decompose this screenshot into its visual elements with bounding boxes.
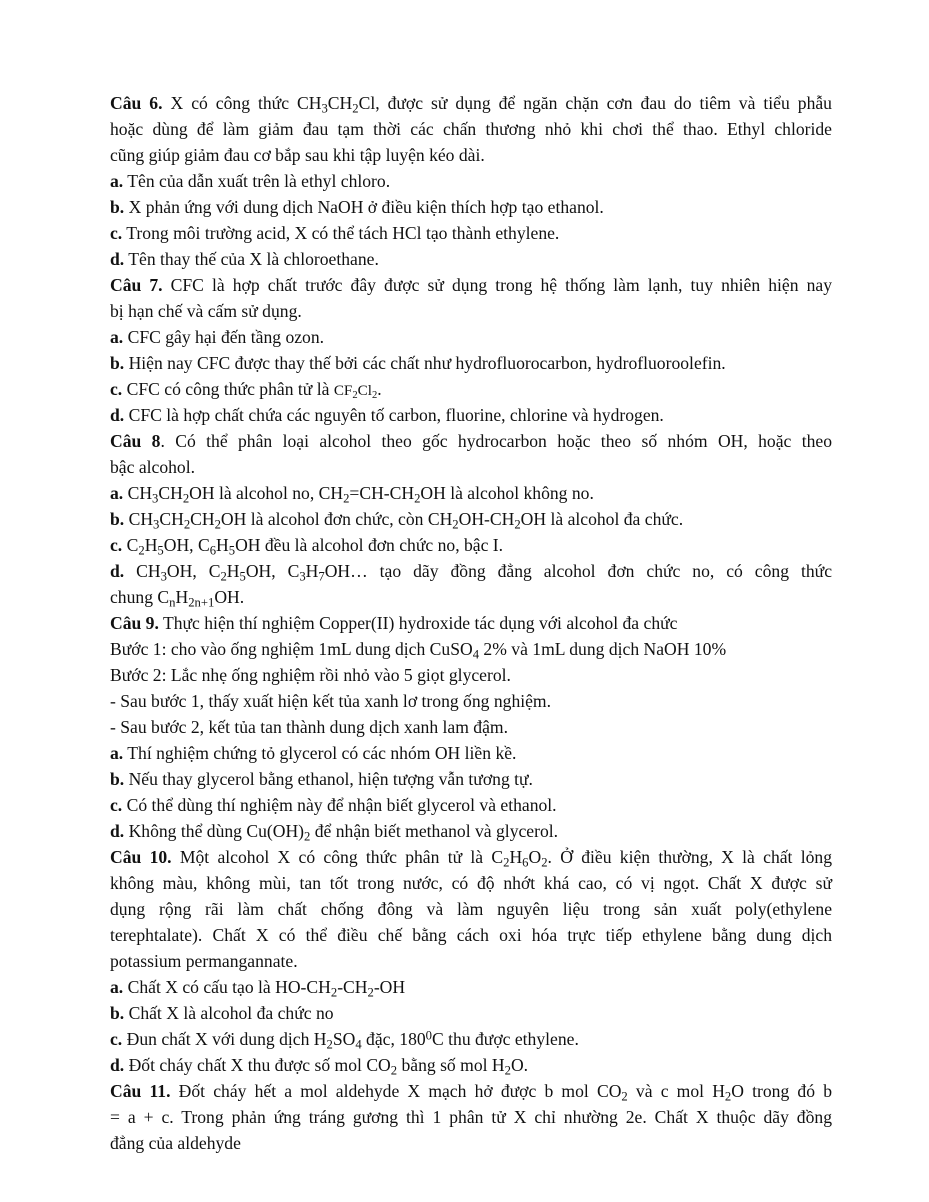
question-9-option-b: b. Nếu thay glycerol bằng ethanol, hiện tượng vẫn tương tự. xyxy=(110,769,533,789)
question-6-stem-line: hoặc dùng để làm giảm đau tạm thời các chấn thương nhỏ khi chơi thể thao. Ethyl chloride xyxy=(110,119,832,139)
question-9-step-2: Bước 2: Lắc nhẹ ống nghiệm rồi nhỏ vào 5 giọt glycerol. xyxy=(110,665,511,685)
question-9-stem: Câu 9. Thực hiện thí nghiệm Copper(II) hydroxide tác dụng với alcohol đa chức xyxy=(110,613,678,633)
question-9-observation-2: - Sau bước 2, kết tủa tan thành dung dịch xanh lam đậm. xyxy=(110,717,508,737)
question-8-option-c: c. $C_2H_5OH$, $C_6H_5OH$ đều là alcohol đơn chức no, bậc I. xyxy=(110,535,504,558)
question-8-stem-line: bậc alcohol. xyxy=(110,457,195,477)
question-6-option-d: d. Tên thay thế của X là chloroethane. xyxy=(110,249,379,269)
question-9-label: Câu 9. xyxy=(110,613,159,633)
question-11-label: Câu 11. xyxy=(110,1081,171,1101)
question-9-option-a: a. Thí nghiệm chứng tỏ glycerol có các nhóm OH liền kề. xyxy=(110,743,517,763)
question-6-label: Câu 6. xyxy=(110,93,163,113)
question-8-option-d: d. $CH_3OH$, $C_2H_5OH$, $C_3H_7OH\dots$ tạo dãy đồng đẳng alcohol đơn chức no, có công thức xyxy=(110,561,832,584)
question-10-stem: Câu 10. Một alcohol X có công thức phân tử là $C_2H_6O_2$. Ở điều kiện thường, X là chất lỏng xyxy=(110,847,832,870)
question-6-option-b: b. X phản ứng với dung dịch NaOH ở điều kiện thích hợp tạo ethanol. xyxy=(110,197,604,217)
question-6-stem: Câu 6. X có công thức $CH_3CH_2Cl$, được sử dụng để ngăn chặn cơn đau do tiêm và tiểu phẫu xyxy=(110,93,832,116)
question-10-stem-line: dụng rộng rãi làm chất chống đông và làm nguyên liệu trong sản xuất poly(ethylene xyxy=(110,899,832,919)
question-7-option-b: b. Hiện nay CFC được thay thế bởi các chất như hydrofluorocarbon, hydrofluoroolefin. xyxy=(110,353,726,373)
question-11-stem-line: = a + c. Trong phản ứng tráng gương thì 1 phân tử X chỉ nhường 2e. Chất X thuộc dãy đồng xyxy=(110,1107,832,1127)
question-7-option-c: c. CFC có công thức phân tử là $CF_2Cl_2$. xyxy=(110,379,382,401)
question-7-label: Câu 7. xyxy=(110,275,163,295)
question-7-option-a: a. CFC gây hại đến tầng ozon. xyxy=(110,327,325,347)
question-6-option-a: a. Tên của dẫn xuất trên là ethyl chloro. xyxy=(110,171,391,191)
question-9-observation-1: - Sau bước 1, thấy xuất hiện kết tủa xanh lơ trong ống nghiệm. xyxy=(110,691,552,711)
question-10-option-d: d. Đốt cháy chất X thu được số mol $CO_2$ bằng số mol $H_2O$. xyxy=(110,1055,529,1078)
question-8-option-b: b. $CH_3CH_2CH_2OH$ là alcohol đơn chức, còn $CH_2OH-CH_2OH$ là alcohol đa chức. xyxy=(110,509,684,532)
question-8-option-d-cont: chung $C_nH_{2n+1}OH$. xyxy=(110,587,245,610)
question-8-stem: Câu 8. Có thể phân loại alcohol theo gốc hydrocarbon hoặc theo số nhóm OH, hoặc theo xyxy=(110,431,832,451)
question-8-option-a: a. $CH_3CH_2OH$ là alcohol no, $CH_2=CH-CH_2OH$ là alcohol không no. xyxy=(110,483,594,506)
question-10-option-b: b. Chất X là alcohol đa chức no xyxy=(110,1003,334,1023)
question-10-stem-line: potassium permangannate. xyxy=(110,951,298,971)
question-7-stem: Câu 7. CFC là hợp chất trước đây được sử dụng trong hệ thống làm lạnh, tuy nhiên hiện nay xyxy=(110,275,832,295)
question-6-stem-line: cũng giúp giảm đau cơ bắp sau khi tập luyện kéo dài. xyxy=(110,145,485,165)
question-6-option-c: c. Trong môi trường acid, X có thể tách HCl tạo thành ethylene. xyxy=(110,223,560,243)
question-8-label: Câu 8 xyxy=(110,431,161,451)
document-page xyxy=(110,90,832,1156)
question-10-stem-line: không màu, không mùi, tan tốt trong nước, có độ nhớt khá cao, có vị ngọt. Chất X được sử xyxy=(110,873,832,893)
question-10-option-a: a. Chất X có cấu tạo là $HO-CH_2-CH_2-OH$ xyxy=(110,977,406,1000)
cfc-formula: $CF_2Cl_2$ xyxy=(333,383,378,401)
question-10-stem-line: terephtalate). Chất X có thể điều chế bằng cách oxi hóa trực tiếp ethylene bằng dung dịch xyxy=(110,925,832,945)
question-11-stem-line: đẳng của aldehyde xyxy=(110,1133,241,1153)
question-10-option-c: c. Đun chất X với dung dịch $H_2SO_4$ đặc, $180^0C$ thu được ethylene. xyxy=(110,1028,579,1052)
question-10-label: Câu 10. xyxy=(110,847,172,867)
question-9-step-1: Bước 1: cho vào ống nghiệm 1mL dung dịch CuSO$_4$ 2% và 1mL dung dịch NaOH 10% xyxy=(110,639,727,662)
question-9-option-c: c. Có thể dùng thí nghiệm này để nhận biết glycerol và ethanol. xyxy=(110,795,557,815)
question-7-option-d: d. CFC là hợp chất chứa các nguyên tố carbon, fluorine, chlorine và hydrogen. xyxy=(110,405,664,425)
question-11-stem: Câu 11. Đốt cháy hết a mol aldehyde X mạch hở được b mol $CO_2$ và c mol $H_2O$ trong đó b xyxy=(110,1081,832,1104)
question-9-option-d: d. Không thể dùng $Cu(OH)_2$ để nhận biết methanol và glycerol. xyxy=(110,821,559,844)
question-7-stem-line: bị hạn chế và cấm sử dụng. xyxy=(110,301,302,321)
